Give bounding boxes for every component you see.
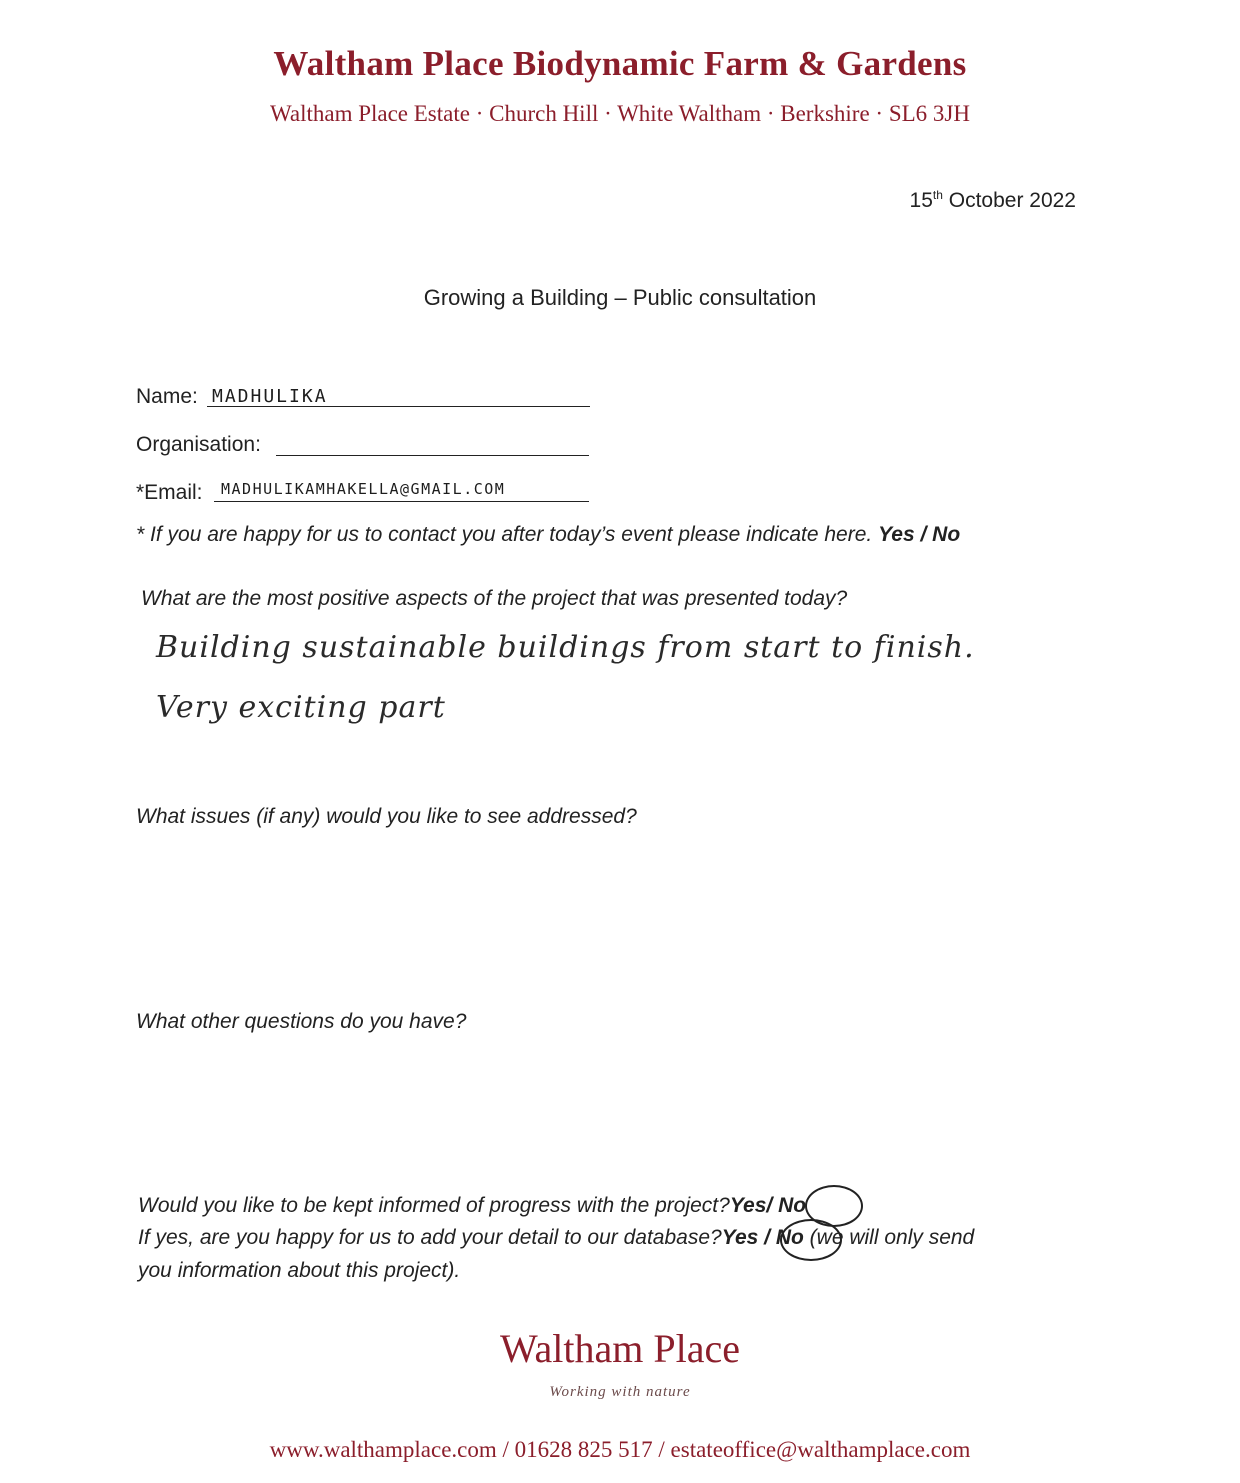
organisation-label: Organisation: (136, 433, 261, 456)
answer-positive-line-1[interactable]: Building sustainable buildings from start to finish. (156, 630, 975, 665)
answer-other-area[interactable] (136, 1045, 1036, 1185)
organisation-address: Waltham Place Estate · Church Hill · White Waltham · Berkshire · SL6 3JH (270, 101, 970, 126)
database-no[interactable]: / No (764, 1226, 804, 1249)
database-text: If yes, are you happy for us to add your detail to our database? (138, 1226, 722, 1249)
question-other: What other questions do you have? (136, 1010, 467, 1033)
contact-consent (136, 523, 960, 547)
email-label: *Email: (136, 481, 203, 504)
form-title: Growing a Building – Public consultation (423, 285, 817, 310)
footer-brand: Waltham Place (499, 1326, 741, 1371)
email-underline (214, 501, 589, 502)
organisation-field[interactable] (136, 433, 261, 457)
organisation-underline (276, 455, 589, 456)
database-note: (we will only send (809, 1226, 975, 1249)
email-field[interactable] (136, 481, 203, 505)
date-day: 15 (909, 189, 933, 212)
kept-informed-text: Would you like to be kept informed of progress with the project? (138, 1194, 730, 1217)
database-yes[interactable]: Yes (721, 1226, 759, 1249)
name-field[interactable] (136, 385, 198, 409)
question-database (138, 1226, 974, 1250)
database-yes-circle (780, 1219, 842, 1261)
database-note-line-2: you information about this project). (138, 1259, 461, 1282)
contact-consent-text: * If you are happy for us to contact you after today’s event please indicate here. (136, 523, 873, 546)
answer-issues-area[interactable] (136, 840, 1036, 1000)
footer-tagline: Working with nature (549, 1384, 691, 1400)
kept-informed-yes[interactable]: Yes (729, 1194, 767, 1217)
name-value[interactable]: MADHULIKA (212, 386, 328, 407)
name-underline (207, 406, 590, 407)
email-value[interactable]: MADHULIKAMHAKELLA@GMAIL.COM (221, 480, 506, 498)
organisation-name: Waltham Place Biodynamic Farm & Gardens (273, 44, 967, 83)
letter-date (910, 188, 1076, 213)
kept-informed-no[interactable]: / No (766, 1194, 807, 1217)
footer-contact: www.walthamplace.com / 01628 825 517 / estateoffice@walthamplace.com (269, 1437, 971, 1462)
name-label: Name: (136, 385, 198, 408)
contact-consent-options[interactable]: Yes / No (878, 523, 961, 546)
question-positive-aspects: What are the most positive aspects of the project that was presented today? (141, 587, 848, 610)
answer-positive-line-2[interactable]: Very exciting part (156, 690, 446, 725)
date-month-year: October 2022 (948, 189, 1076, 212)
question-issues: What issues (if any) would you like to see addressed? (136, 805, 637, 828)
question-kept-informed (138, 1194, 806, 1218)
date-suffix: th (932, 188, 943, 202)
